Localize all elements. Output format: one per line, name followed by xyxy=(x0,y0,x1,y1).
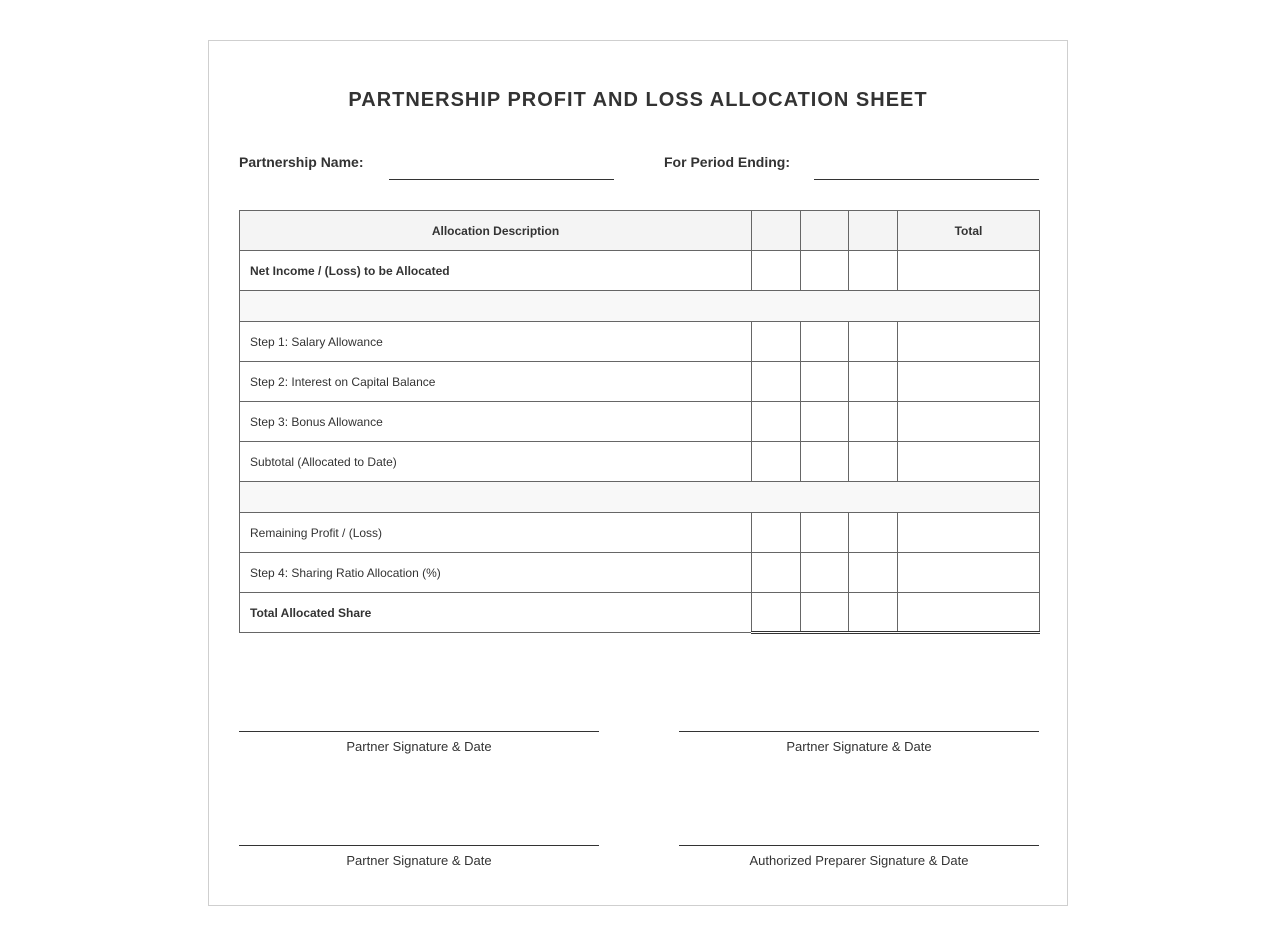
header-partner-2[interactable] xyxy=(801,211,849,251)
signature-block-2 xyxy=(679,731,1039,754)
table-row xyxy=(240,442,1040,482)
partnership-name-label: Partnership Name: xyxy=(239,154,364,170)
amount-cell[interactable] xyxy=(801,442,849,482)
row-label: Total Allocated Share xyxy=(240,593,752,633)
amount-cell[interactable] xyxy=(849,402,898,442)
row-label: Step 1: Salary Allowance xyxy=(240,322,752,362)
signature-label: Partner Signature & Date xyxy=(346,739,492,754)
amount-cell[interactable] xyxy=(752,402,801,442)
table-header-row xyxy=(240,211,1040,251)
amount-cell[interactable] xyxy=(752,442,801,482)
total-cell[interactable] xyxy=(898,593,1040,633)
table-row xyxy=(240,362,1040,402)
amount-cell[interactable] xyxy=(752,553,801,593)
signature-line[interactable] xyxy=(239,845,599,846)
total-cell[interactable] xyxy=(898,251,1040,291)
partnership-name-field[interactable] xyxy=(389,179,614,180)
spacer-row xyxy=(240,482,1040,513)
page-title: PARTNERSHIP PROFIT AND LOSS ALLOCATION SHEET xyxy=(348,89,928,111)
amount-cell[interactable] xyxy=(801,322,849,362)
total-cell[interactable] xyxy=(898,442,1040,482)
spacer-cell xyxy=(240,482,1040,513)
amount-cell[interactable] xyxy=(849,362,898,402)
allocation-table xyxy=(239,210,1040,634)
header-allocation-description: Allocation Description xyxy=(240,211,752,251)
spacer-row xyxy=(240,291,1040,322)
signature-label: Partner Signature & Date xyxy=(346,853,492,868)
amount-cell[interactable] xyxy=(801,402,849,442)
amount-cell[interactable] xyxy=(801,513,849,553)
header-partner-3[interactable] xyxy=(849,211,898,251)
signature-block-4 xyxy=(679,845,1039,868)
total-cell[interactable] xyxy=(898,513,1040,553)
amount-cell[interactable] xyxy=(849,593,898,633)
amount-cell[interactable] xyxy=(801,553,849,593)
amount-cell[interactable] xyxy=(849,251,898,291)
signature-block-1 xyxy=(239,731,599,754)
signature-line[interactable] xyxy=(679,845,1039,846)
header-total: Total xyxy=(898,211,1040,251)
amount-cell[interactable] xyxy=(752,593,801,633)
table-row xyxy=(240,513,1040,553)
amount-cell[interactable] xyxy=(752,362,801,402)
amount-cell[interactable] xyxy=(752,251,801,291)
table-row xyxy=(240,251,1040,291)
amount-cell[interactable] xyxy=(849,322,898,362)
amount-cell[interactable] xyxy=(849,553,898,593)
table-row xyxy=(240,553,1040,593)
total-cell[interactable] xyxy=(898,322,1040,362)
row-label: Step 2: Interest on Capital Balance xyxy=(240,362,752,402)
total-cell[interactable] xyxy=(898,402,1040,442)
row-label: Subtotal (Allocated to Date) xyxy=(240,442,752,482)
amount-cell[interactable] xyxy=(849,442,898,482)
table-row xyxy=(240,322,1040,362)
row-label: Step 3: Bonus Allowance xyxy=(240,402,752,442)
header-partner-1[interactable] xyxy=(752,211,801,251)
row-label: Remaining Profit / (Loss) xyxy=(240,513,752,553)
signature-label: Authorized Preparer Signature & Date xyxy=(749,853,969,868)
amount-cell[interactable] xyxy=(801,251,849,291)
row-label: Step 4: Sharing Ratio Allocation (%) xyxy=(240,553,752,593)
row-label: Net Income / (Loss) to be Allocated xyxy=(240,251,752,291)
period-ending-field[interactable] xyxy=(814,179,1039,180)
period-ending-label: For Period Ending: xyxy=(664,154,790,170)
table-row xyxy=(240,402,1040,442)
signature-label: Partner Signature & Date xyxy=(786,739,932,754)
amount-cell[interactable] xyxy=(752,322,801,362)
total-cell[interactable] xyxy=(898,553,1040,593)
table-row-total xyxy=(240,593,1040,633)
amount-cell[interactable] xyxy=(752,513,801,553)
amount-cell[interactable] xyxy=(801,362,849,402)
signature-line[interactable] xyxy=(239,731,599,732)
amount-cell[interactable] xyxy=(849,513,898,553)
spacer-cell xyxy=(240,291,1040,322)
signature-line[interactable] xyxy=(679,731,1039,732)
allocation-sheet xyxy=(208,40,1068,906)
amount-cell[interactable] xyxy=(801,593,849,633)
total-cell[interactable] xyxy=(898,362,1040,402)
signature-block-3 xyxy=(239,845,599,868)
